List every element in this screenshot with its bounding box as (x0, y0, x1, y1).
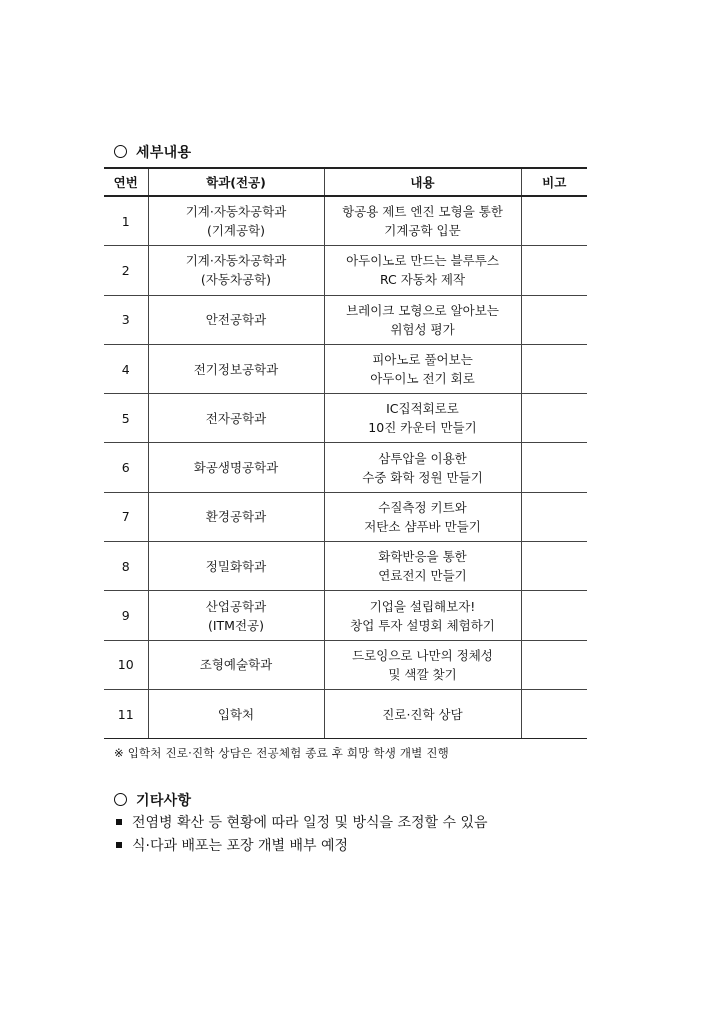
cell-dept (148, 246, 324, 295)
cell-no: 3 (104, 295, 148, 344)
cell-content (324, 640, 521, 689)
list-item-text: 전염병 확산 등 현황에 따라 일정 및 방식을 조정할 수 있음 (132, 815, 488, 831)
dept-line: (자동차공학) (200, 272, 272, 288)
cell-dept (148, 591, 324, 640)
section-title-misc (114, 790, 191, 810)
cell-no: 7 (104, 492, 148, 541)
dept-line: 환경공학과 (205, 509, 267, 525)
cell-content (324, 492, 521, 541)
cell-remark (521, 246, 587, 295)
circle-bullet-icon (114, 793, 127, 806)
table-footnote: ※ 입학처 진로·진학 상담은 전공체험 종료 후 희망 학생 개별 진행 (114, 746, 449, 760)
dept-line: 안전공학과 (205, 312, 267, 328)
cell-no: 2 (104, 246, 148, 295)
cell-content (324, 394, 521, 443)
dept-line: 입학처 (217, 706, 255, 722)
table-row (104, 295, 587, 344)
cell-content (324, 344, 521, 393)
content-line: 항공용 제트 엔진 모형을 통한 (342, 204, 503, 220)
cell-remark (521, 640, 587, 689)
table-row (104, 394, 587, 443)
cell-remark (521, 492, 587, 541)
content-line: 아두이노 전기 회로 (370, 371, 475, 387)
content-line: 수질측정 키트와 (378, 499, 467, 515)
cell-remark (521, 295, 587, 344)
cell-no: 9 (104, 591, 148, 640)
content-line: 위험성 평가 (390, 321, 455, 337)
table-header-row (104, 168, 587, 196)
table-row (104, 640, 587, 689)
table-row (104, 443, 587, 492)
content-line: 수중 화학 정원 만들기 (362, 469, 483, 485)
content-line: 브레이크 모형으로 알아보는 (346, 302, 499, 318)
cell-dept (148, 689, 324, 738)
list-item (116, 812, 488, 835)
cell-content (324, 196, 521, 246)
cell-content (324, 591, 521, 640)
cell-dept (148, 492, 324, 541)
content-line: 피아노로 풀어보는 (372, 352, 473, 368)
content-line: 기업을 설립해보자! (369, 598, 476, 614)
square-bullet-icon (116, 819, 122, 825)
header-dept: 학과(전공) (148, 168, 324, 196)
content-line: 창업 투자 설명회 체험하기 (350, 617, 495, 633)
cell-remark (521, 689, 587, 738)
dept-line: 전자공학과 (205, 410, 267, 426)
details-table (104, 167, 587, 739)
content-line: 및 색깔 찾기 (388, 666, 457, 682)
dept-line: 조형예술학과 (199, 657, 273, 673)
content-line: 삼투압을 이용한 (378, 450, 467, 466)
cell-dept (148, 542, 324, 591)
section-title-details (114, 142, 191, 162)
table-row (104, 492, 587, 541)
dept-line: 정밀화학과 (205, 558, 267, 574)
cell-remark (521, 394, 587, 443)
cell-content (324, 689, 521, 738)
cell-content (324, 542, 521, 591)
section-title-text: 기타사항 (136, 793, 192, 809)
cell-no: 11 (104, 689, 148, 738)
dept-line: 기계·자동차공학과 (185, 204, 287, 220)
list-item-text: 식·다과 배포는 포장 개별 배부 예정 (132, 838, 349, 854)
table-row (104, 344, 587, 393)
cell-remark (521, 344, 587, 393)
cell-dept (148, 443, 324, 492)
content-line: 10진 카운터 만들기 (368, 420, 477, 436)
misc-list (116, 812, 488, 858)
dept-line: (ITM전공) (207, 617, 264, 633)
content-line: 연료전지 만들기 (378, 568, 467, 584)
table-row (104, 196, 587, 246)
header-content: 내용 (324, 168, 521, 196)
dept-line: 산업공학과 (205, 598, 267, 614)
cell-no: 10 (104, 640, 148, 689)
header-remark: 비고 (521, 168, 587, 196)
cell-dept (148, 394, 324, 443)
section-title-text: 세부내용 (136, 145, 192, 161)
cell-no: 5 (104, 394, 148, 443)
cell-content (324, 295, 521, 344)
cell-no: 8 (104, 542, 148, 591)
content-line: RC 자동차 제작 (379, 272, 466, 288)
content-line: 진로·진학 상담 (382, 706, 463, 722)
cell-no: 6 (104, 443, 148, 492)
content-line: IC집적회로로 (386, 401, 459, 417)
table-row (104, 689, 587, 738)
dept-line: 기계·자동차공학과 (185, 253, 287, 269)
square-bullet-icon (116, 842, 122, 848)
content-line: 저탄소 샴푸바 만들기 (364, 518, 481, 534)
cell-no: 4 (104, 344, 148, 393)
list-item (116, 835, 488, 858)
content-line: 화학반응을 통한 (378, 549, 467, 565)
cell-remark (521, 591, 587, 640)
content-line: 아두이노로 만드는 블루투스 (346, 253, 499, 269)
cell-remark (521, 542, 587, 591)
table-row (104, 542, 587, 591)
cell-dept (148, 196, 324, 246)
cell-dept (148, 344, 324, 393)
cell-content (324, 443, 521, 492)
cell-content (324, 246, 521, 295)
dept-line: (기계공학) (206, 223, 266, 239)
cell-no: 1 (104, 196, 148, 246)
cell-remark (521, 196, 587, 246)
circle-bullet-icon (114, 145, 127, 158)
dept-line: 화공생명공학과 (193, 460, 279, 476)
cell-dept (148, 640, 324, 689)
cell-dept (148, 295, 324, 344)
header-no: 연번 (104, 168, 148, 196)
table-row (104, 591, 587, 640)
cell-remark (521, 443, 587, 492)
table-row (104, 246, 587, 295)
content-line: 드로잉으로 나만의 정체성 (352, 647, 493, 663)
dept-line: 전기정보공학과 (193, 361, 279, 377)
content-line: 기계공학 입문 (384, 223, 461, 239)
